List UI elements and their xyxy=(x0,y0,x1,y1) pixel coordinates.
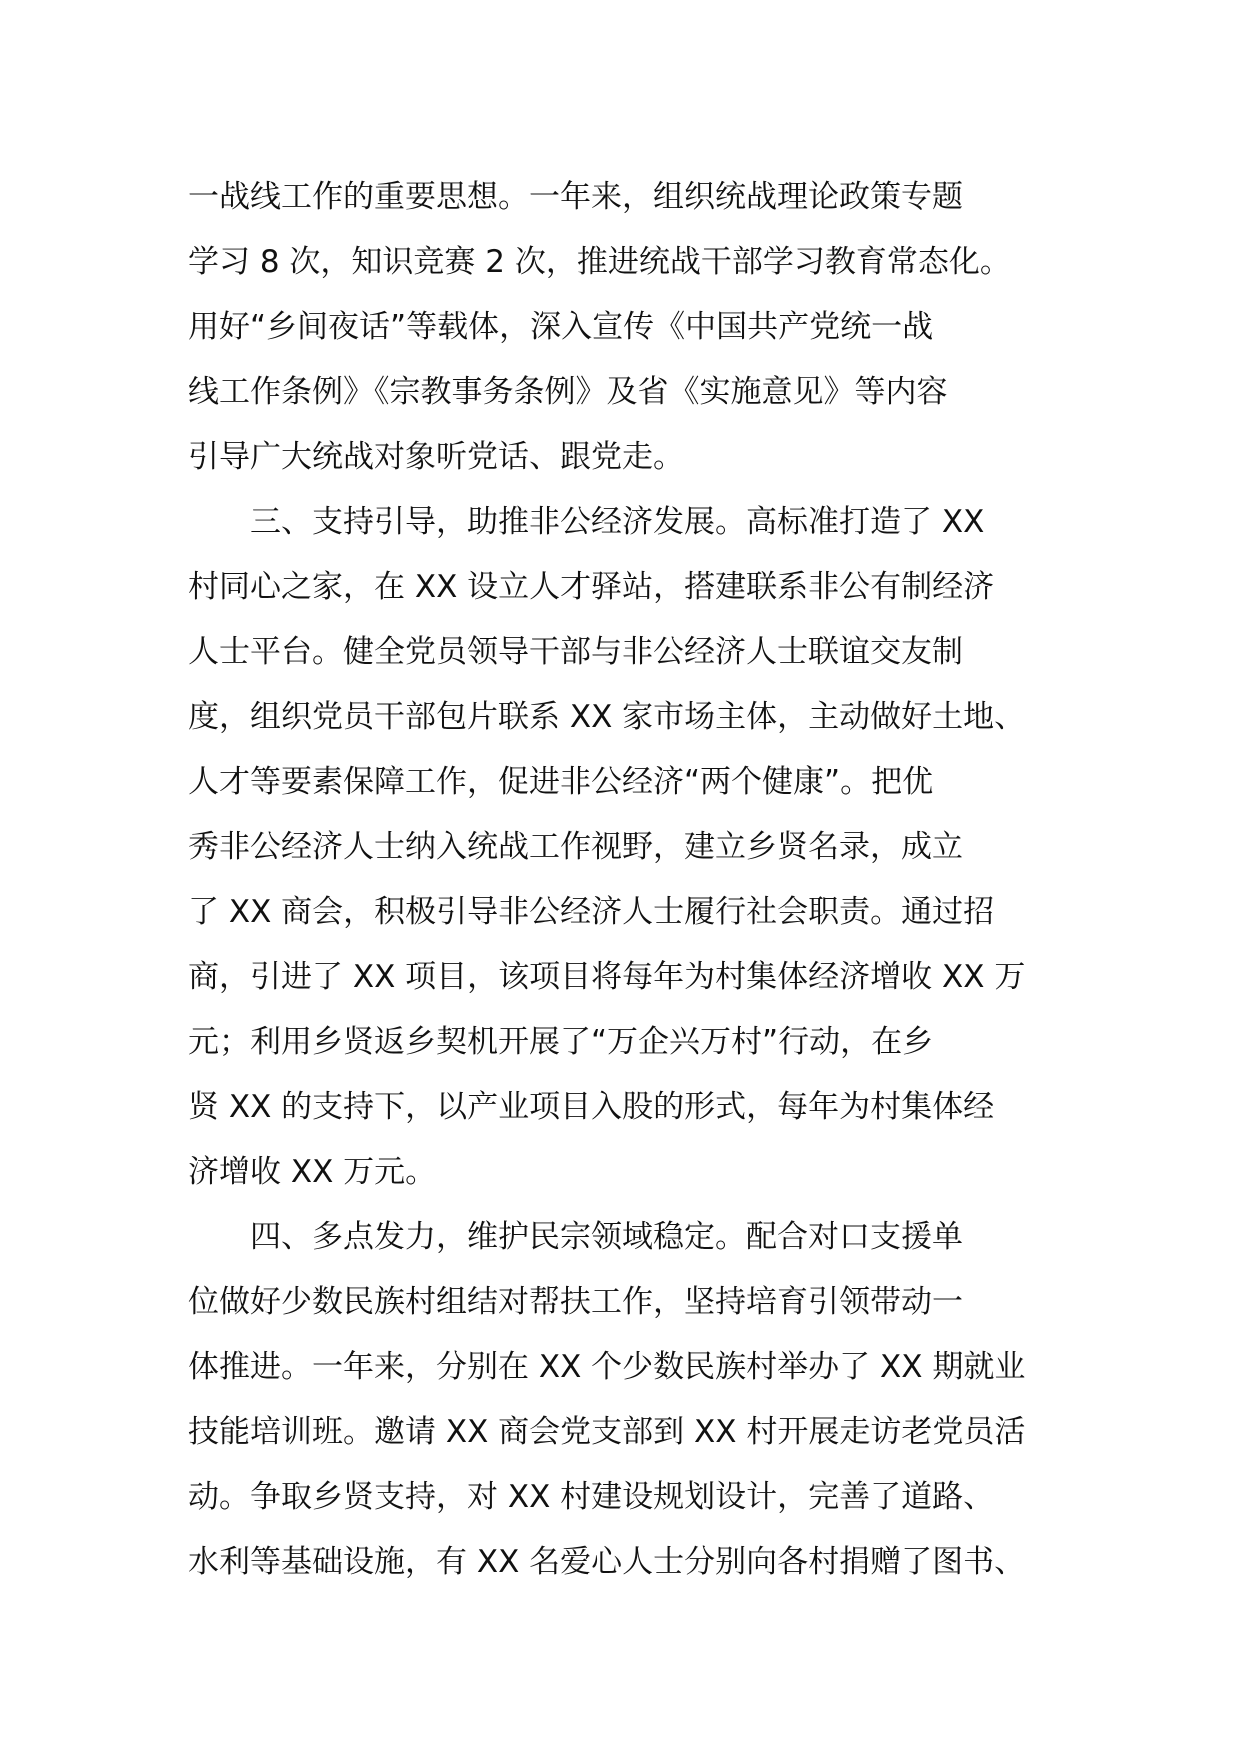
text-line: 技能培训班。邀请 XX 商会党支部到 XX 村开展走访老党员活 xyxy=(188,1414,1026,1450)
text-line: 学习 8 次，知识竞赛 2 次，推进统战干部学习教育常态化。 xyxy=(188,244,1011,280)
section-heading-line: 四、多点发力，维护民宗领域稳定。配合对口支援单 xyxy=(188,1219,963,1255)
text-line: 秀非公经济人士纳入统战工作视野，建立乡贤名录，成立 xyxy=(188,829,963,865)
text-line: 商，引进了 XX 项目，该项目将每年为村集体经济增收 XX 万 xyxy=(188,959,1026,995)
text-line: 村同心之家，在 XX 设立人才驿站，搭建联系非公有制经济 xyxy=(188,569,995,605)
text-line: 体推进。一年来，分别在 XX 个少数民族村举办了 XX 期就业 xyxy=(188,1349,1026,1385)
text-line: 位做好少数民族村组结对帮扶工作，坚持培育引领带动一 xyxy=(188,1284,963,1320)
text-line: 人士平台。健全党员领导干部与非公经济人士联谊交友制 xyxy=(188,634,963,670)
body-text xyxy=(188,165,1058,1595)
text-line: 用好“乡间夜话”等载体，深入宣传《中国共产党统一战 xyxy=(188,309,934,345)
section-heading-line: 三、支持引导，助推非公经济发展。高标准打造了 XX xyxy=(188,504,985,540)
text-line: 济增收 XX 万元。 xyxy=(188,1154,437,1190)
text-line: 水利等基础设施，有 XX 名爱心人士分别向各村捐赠了图书、 xyxy=(188,1544,1026,1580)
text-line: 线工作条例》《宗教事务条例》及省《实施意见》等内容 xyxy=(188,374,948,410)
text-line: 度，组织党员干部包片联系 XX 家市场主体，主动做好土地、 xyxy=(188,699,1026,735)
text-line: 了 XX 商会，积极引导非公经济人士履行社会职责。通过招 xyxy=(188,894,995,930)
text-line: 元；利用乡贤返乡契机开展了“万企兴万村”行动，在乡 xyxy=(188,1024,934,1060)
text-line: 贤 XX 的支持下，以产业项目入股的形式，每年为村集体经 xyxy=(188,1089,995,1125)
text-line: 动。争取乡贤支持，对 XX 村建设规划设计，完善了道路、 xyxy=(188,1479,995,1515)
text-line: 人才等要素保障工作，促进非公经济“两个健康”。把优 xyxy=(188,764,934,800)
text-line: 引导广大统战对象听党话、跟党走。 xyxy=(188,439,684,475)
text-line: 一战线工作的重要思想。一年来，组织统战理论政策专题 xyxy=(188,179,963,215)
